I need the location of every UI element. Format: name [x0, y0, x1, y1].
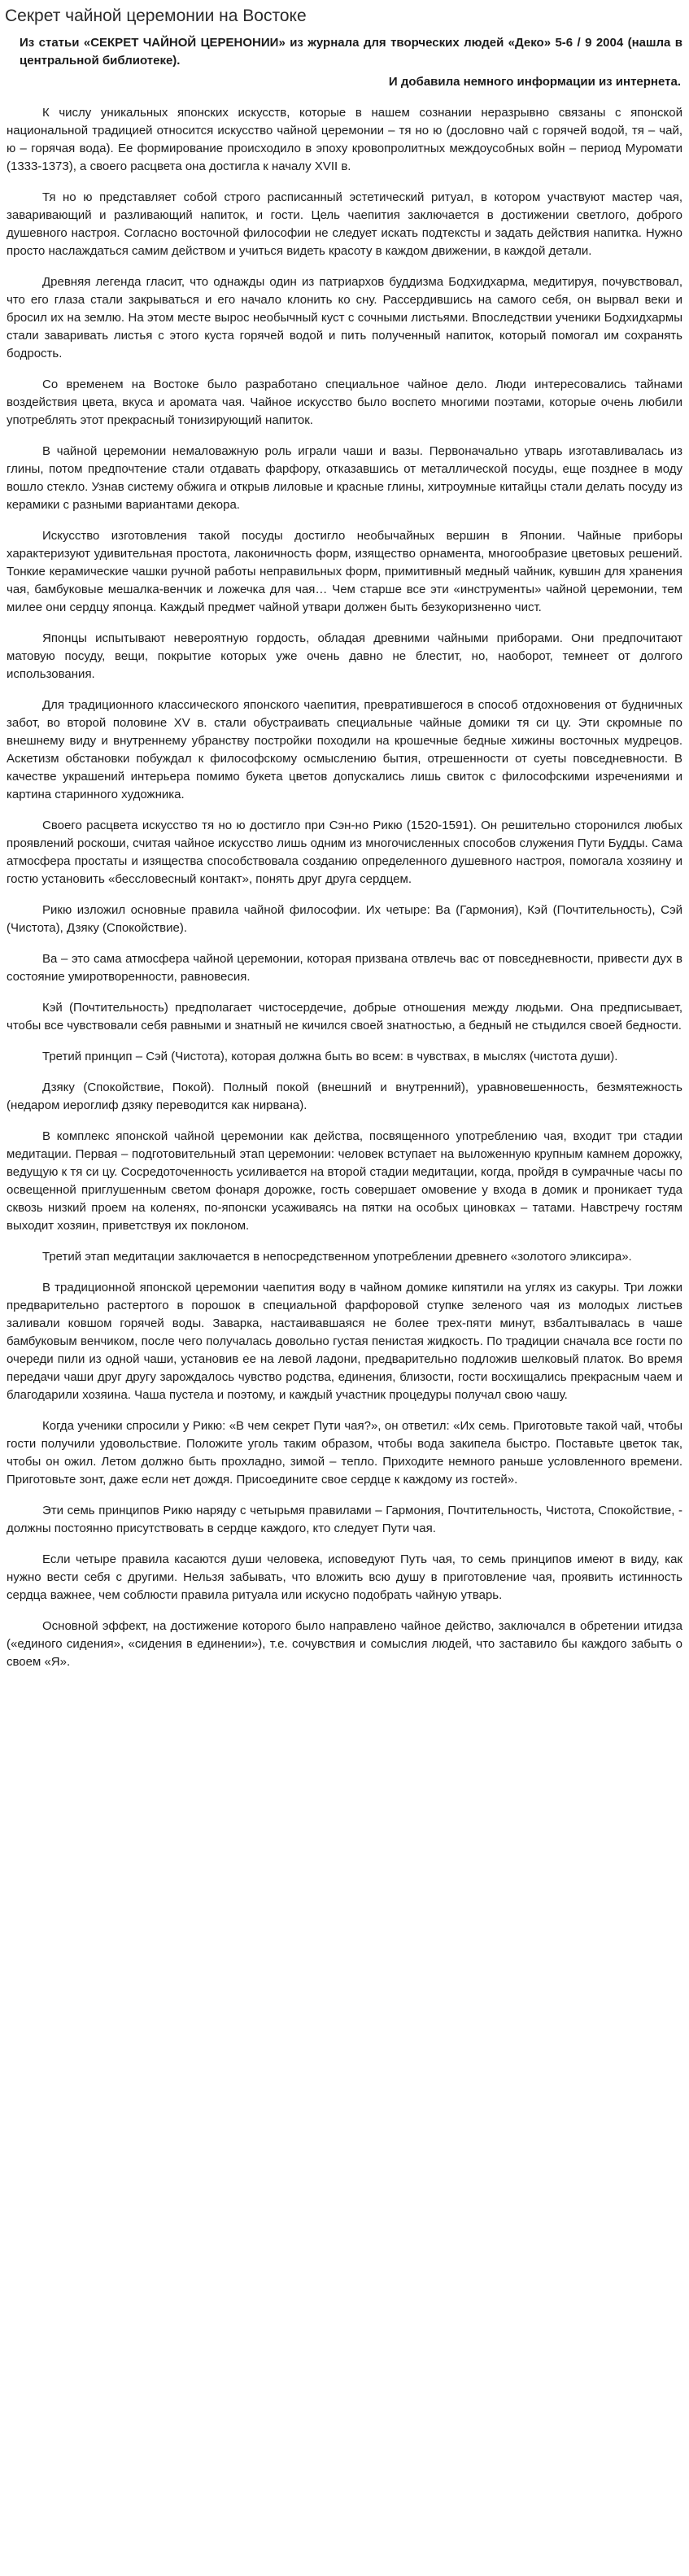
paragraph: Японцы испытывают невероятную гордость, обладая древними чайными приборами. Они предпочитают матовую посуду, вещи, покрытие которых уже очень давно не блестит, но, наоборот, темнеет от долгого использования. — [7, 631, 682, 681]
paragraph: В чайной церемонии немаловажную роль играли чаши и вазы. Первоначально утварь изготавливалась из глины, потом предпочтение стали отдавать фарфору, отказавшись от металлической посуды, еще позднее в моду вошло стекло. Узнав систему обжига и открыв лиловые и красные глины, хитроумные китайцы стали делать посуду из керамики с разными вариантами декора. — [7, 444, 682, 512]
paragraph: В традиционной японской церемонии чаепития воду в чайном домике кипятили на углях из сакуры. Три ложки предварительно растертого в порошок в специальной фарфоровой ступке зеленого чая из молодых листьев заливали ковшом горячей воды. Заварка, настаивавшаяся не более трех-пяти минут, взбалтывалась в чаше бамбуковым венчиком, после чего получалась довольно густая пенистая жидкость. По традиции сначала все гости по очереди пили из одной чаши, установив ее на левой ладони, предварительно подложив шелковый платок. Во время передачи чаши друг другу зарождалось чувство родства, единения, близости, гости восхищались прекрасным чаем и благодарили хозяина. Чаша пустела и поэтому, и каждый участник процедуры получал свою чашу. — [7, 1281, 682, 1402]
paragraph: Кэй (Почтительность) предполагает чистосердечие, добрые отношения между людьми. Она предписывает, чтобы все чувствовали себя равными и знатный не кичился своей знатностью, а бедный не стыдился своей бедности. — [7, 1001, 682, 1033]
paragraph: Если четыре правила касаются души человека, исповедуют Путь чая, то семь принципов имеют в виду, как нужно вести себя с другими. Нельзя забывать, что вложить всю душу в приготовление чая, проявить истинность сердца важнее, чем соблюсти правила ритуала или искусно подобрать чайную утварь. — [7, 1552, 682, 1602]
page-title: Секрет чайной церемонии на Востоке — [5, 7, 307, 25]
paragraph: Тя но ю представляет собой строго расписанный эстетический ритуал, в котором участвуют мастер чая, заваривающий и разливающий напиток, и гости. Цель чаепития заключается в достижении светлого, доброго душевного настроя. Согласно восточной философии не следует искать подтексты и задать действия напитка. Нужно просто наслаждаться самим действом и учиться видеть красоту в каждом движении, в каждой детали. — [7, 190, 682, 258]
paragraph: Основной эффект, на достижение которого было направлено чайное действо, заключался в обретении итидза («единого сидения», «сидения в единении»), т.е. сочувствия и сомыслия людей, что заставило бы каждого забыть о своем «Я». — [7, 1619, 682, 1669]
added-note: И добавила немного информации из интернета. — [388, 75, 681, 89]
paragraph: В комплекс японской чайной церемонии как действа, посвященного употреблению чая, входит три стадии медитации. Первая – подготовительный этап церемонии: человек вступает на выложенную крупным камнем дорожку, ведущую к тя си цу. Сосредоточенность усиливается на второй стадии медитации, когда, пройдя в сумрачные часы по освещенной приглушенным светом фонаря дорожке, гость совершает омовение у входа в домик и проникает туда сквозь низкий проем на коленях, по-японски усаживаясь на пятки на особых циновках – татами. Навстречу гостям выходит хозяин, приветствуя их поклоном. — [7, 1129, 682, 1233]
paragraph: Третий этап медитации заключается в непосредственном употреблении древнего «золотого эликсира». — [42, 1250, 632, 1264]
paragraph: Своего расцвета искусство тя но ю достигло при Сэн-но Рикю (1520-1591). Он решительно сторонился любых проявлений роскоши, считая чайное искусство лишь одним из многочисленных способов служения Пути Будды. Сама атмосфера простаты и изящества способствовала созданию определенного душевного настроя, помогала хозяину и гостю установить «бессловесный контакт», понять друг друга сердцем. — [7, 819, 682, 886]
paragraph: Рикю изложил основные правила чайной философии. Их четыре: Ва (Гармония), Кэй (Почтительность), Сэй (Чистота), Дзяку (Спокойствие). — [7, 903, 682, 935]
paragraph: К числу уникальных японских искусств, которые в нашем сознании неразрывно связаны с японской национальной традицией относится искусство чайной церемонии – тя но ю (дословно чай с горячей водой, тя – чай, ю – горячая вода). Ее формирование происходило в эпоху кровопролитных междоусобных войн – период Муромати (1333-1373), а своего расцвета она достигла к началу XVII в. — [7, 106, 682, 173]
paragraph: Древняя легенда гласит, что однажды один из патриархов буддизма Бодхидхарма, медитируя, почувствовал, что его глаза стали закрываться и его начало клонить ко сну. Рассердившись на самого себя, он вырвал веки и бросил их на землю. На этом месте вырос необычный куст с сочными листьями. Впоследствии ученики Бодхидхармы стали заваривать листья с этого куста горячей водой и пить полученный напиток, который помогал им сохранять бодрость. — [7, 275, 682, 360]
paragraph: Со временем на Востоке было разработано специальное чайное дело. Люди интересовались тайнами воздействия цвета, вкуса и аромата чая. Чайное искусство было воспето многими поэтами, которые очень любили употреблять этот прекрасный тонизирующий напиток. — [7, 378, 682, 427]
source-note: Из статьи «СЕКРЕТ ЧАЙНОЙ ЦЕРЕНОНИИ» из журнала для творческих людей «Деко» 5-6 / 9 2004 (нашла в центральной библиотеке). — [20, 36, 682, 68]
paragraph: Дзяку (Спокойствие, Покой). Полный покой (внешний и внутренний), уравновешенность, безмятежность (недаром иероглиф дзяку переводится как нирвана). — [7, 1081, 682, 1112]
paragraph: Эти семь принципов Рикю наряду с четырьмя правилами – Гармония, Почтительность, Чистота, Спокойствие, - должны постоянно присутствовать в сердце каждого, кто следует Пути чая. — [7, 1504, 682, 1535]
paragraph: Ва – это сама атмосфера чайной церемонии, которая призвана отвлечь вас от повседневности, привести дух в состояние умиротворенности, равновесия. — [7, 952, 682, 984]
paragraph: Третий принцип – Сэй (Чистота), которая должна быть во всем: в чувствах, в мыслях (чистота души). — [42, 1050, 618, 1063]
paragraph: Когда ученики спросили у Рикю: «В чем секрет Пути чая?», он ответил: «Их семь. Приготовьте такой чай, чтобы гости получили удовольствие. Положите уголь таким образом, чтобы вода закипела быстро. Поставьте цветок так, чтобы он ожил. Летом должно быть прохладно, зимой – тепло. Приходите немного раньше условленного времени. Приготовьте зонт, даже если нет дождя. Присоедините свое сердце к каждому из гостей». — [7, 1419, 682, 1487]
document-page — [0, 4, 689, 1671]
paragraph: Для традиционного классического японского чаепития, превратившегося в способ отдохновения от будничных забот, во второй половине XV в. стали обустраивать специальные чайные домики тя си цу. Эти скромные по внешнему виду и внутреннему убранству постройки походили на крошечные бедные хижины восточных мудрецов. Аскетизм обстановки побуждал к философскому осмыслению бытия, отрешенности от суеты повседневности. В качестве украшений интерьера помимо букета цветов допускались лишь свиток с философскими изречениями и картина старинного художника. — [7, 698, 682, 801]
paragraph: Искусство изготовления такой посуды достигло необычайных вершин в Японии. Чайные приборы характеризуют удивительная простота, лаконичность форм, изящество орнамента, многообразие цветовых решений. Тонкие керамические чашки ручной работы неправильных форм, примитивный медный чайник, кувшин для хранения чая, бамбуковые мешалка-венчик и ложечка для чая… Чем старше все эти «инструменты» чайной церемонии, тем милее они сердцу японца. Каждый предмет чайной утвари должен быть безукоризненно чист. — [7, 529, 682, 614]
